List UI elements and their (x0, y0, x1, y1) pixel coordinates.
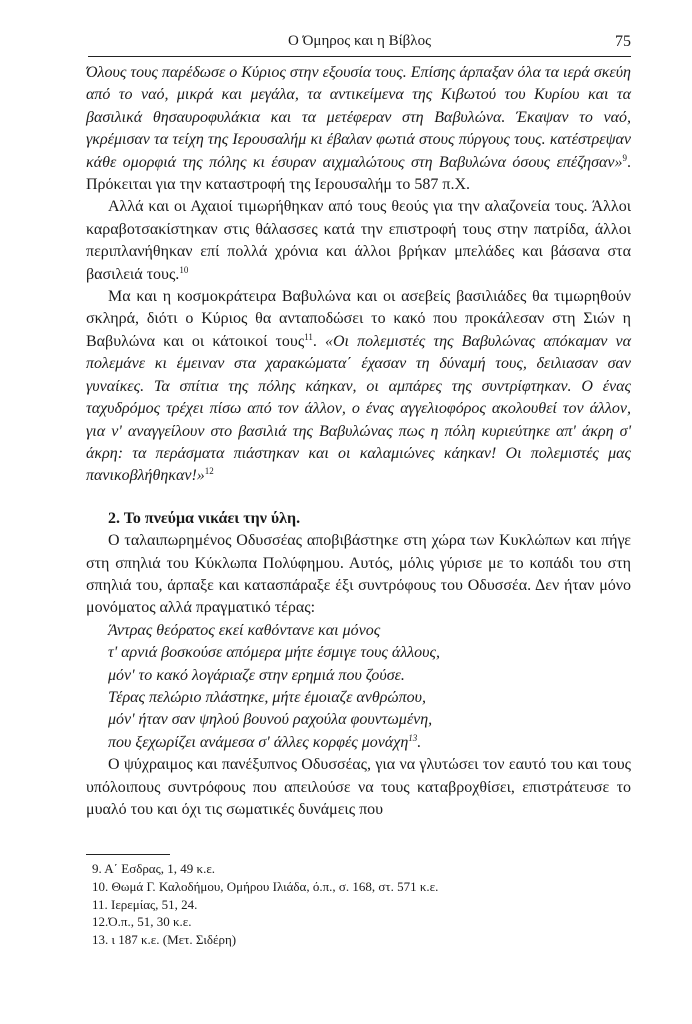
paragraph-5 (86, 754, 631, 821)
main-text (86, 62, 631, 821)
footnote: 11. Ιερεμίας, 51, 24. (92, 896, 198, 912)
paragraph-3 (86, 286, 631, 488)
paragraph-text: Ο ψύχραιμος και πανέξυπνος Οδυσσέας, για να γλυτώσει τον εαυτό του και τους υπόλοιπους συντρόφους που απειλούσε να τους καταβροχθίσει, επιστράτευσε το μυαλό του και όχι τις σωματικές δυνάμεις που (86, 756, 631, 818)
footnote: 10. Θωμά Γ. Καλοδήμου, Ομήρου Ιλιάδα, ό.π., σ. 168, στ. 571 κ.ε. (92, 878, 439, 894)
verse-line: μόν' ήταν σαν ψηλού βουνού ραχούλα φουντωμένη, (108, 711, 433, 729)
paragraph-1 (86, 62, 631, 196)
paragraph-4 (86, 530, 631, 620)
verse-block (108, 620, 631, 754)
verse-line: τ' αρνιά βοσκούσε απόμερα μήτε έσμιγε τους άλλους, (108, 644, 441, 662)
running-header (88, 33, 631, 55)
footnote-ref: 13 (408, 732, 418, 743)
footnote: 9. Α΄ Εσδρας, 1, 49 κ.ε. (92, 861, 216, 876)
footnotes (92, 860, 632, 949)
paragraph-text: Μα και η κοσμοκράτειρα Βαβυλώνα και οι ασεβείς βασιλιάδες θα τιμωρηθούν σκληρά, διότι ο Κύριος θα ανταποδώσει το κακό που προκάλεσαν στη Σιών η Βαβυλώνα και οι κάτοικοί τους (86, 288, 631, 350)
footnote-ref: 11 (304, 331, 313, 342)
footnote-ref: 10 (179, 264, 189, 275)
verse-text: που ξεχωρίζει ανάμεσα σ' άλλες κορφές μονάχη (108, 733, 409, 751)
verse-line: Τέρας πελώριο πλάστηκε, μήτε έμοιαζε ανθρώπου, (108, 688, 426, 706)
paragraph-2 (86, 196, 631, 286)
quotation: «Οι πολεμιστές της Βαβυλώνας απόκαμαν να πολεμάνε κι έμειναν στα χαρακώματα΄ έχασαν τη δύναμή τους, δειλιασαν σαν γυναίκες. Τα σπίτια της πόλης κάηκαν, οι αμπάρες της συντρίφτηκαν. Ο ένας ταχυδρόμος τρέχει πίσω από τον άλλον, ο ένας αγγελιοφόρος ακολουθεί τον άλλον, για ν' αναγγείλουν στο βασιλιά της Βαβυλώνας πως η πόλη κυριεύτηκε απ' άκρη σ' άκρη: τα περάσματα πιάστηκαν και οι καλαμιώνες κάηκαν! Οι πολεμιστές μας πανικοβλήθηκαν!» (86, 332, 631, 485)
paragraph-text: Ο ταλαιπωρημένος Οδυσσέας αποβιβάστηκε στη χώρα των Κυκλώπων και πήγε στη σπηλιά του Κύκλωπα Πολύφημου. Αυτός, μόλις γύρισε με το κοπάδι του στη σπηλιά του, άρπαξε και κατασπάραξε έξι συντρόφους του Οδυσσέα. Δεν ήταν μόνο μονόματος αλλά πραγματικό τέρας: (86, 532, 631, 617)
footnote-ref: 9 (622, 152, 627, 163)
header-rule (88, 56, 631, 57)
footnote-rule (86, 854, 170, 855)
quotation: Όλους τους παρέδωσε ο Κύριος στην εξουσία τους. Επίσης άρπαξαν όλα τα ιερά σκεύη από το ναό, μικρά και μεγάλα, τα αντικείμενα της Κιβωτού του Κυρίου και τα βασιλικά θησαυροφυλάκια και τα μετέφεραν στη Βαβυλώνα. Έκαψαν το ναό, γκρέμισαν τα τείχη της Ιερουσαλήμ κι έβαλαν φωτιά στους πύργους τους. κατέστρεψαν κάθε ομορφιά της πόλης κι έσυραν αιχμαλώτους στη Βαβυλώνα όσους επέζησαν» (86, 64, 631, 171)
paragraph-text: . Πρόκειται για την καταστροφή της Ιερουσαλήμ το 587 π.Χ. (86, 153, 631, 194)
section-heading: 2. Το πνεύμα νικάει την ύλη. (108, 509, 301, 527)
footnote: 12.Ό.π., 51, 30 κ.ε. (92, 914, 192, 930)
verse-line-last: που ξεχωρίζει ανάμεσα σ' άλλες κορφές μονάχη$^{13}$. (108, 732, 422, 751)
paragraph-text: Αλλά και οι Αχαιοί τιμωρήθηκαν από τους θεούς για την αλαζονεία τους. Άλλοι καραβοτσακίστηκαν στις θάλασσες κατά την επιστροφή τους στην πατρίδα, άλλοι περιπλανήθηκαν επί πολλά χρόνια και άλλοι βρήκαν μπελάδες και βάσανα στα βασιλειά τους. (86, 198, 631, 283)
verse-line: μόν' το κακό λογάριαζε στην ερημιά που ζούσε. (108, 666, 405, 684)
verse-line: Άντρας θεόρατος εκεί καθόντανε και μόνος (108, 621, 381, 639)
footnote: 13. ι 187 κ.ε. (Μετ. Σιδέρη) (92, 932, 237, 948)
running-title: Ο Όμηρος και η Βίβλος (287, 33, 432, 49)
footnote-ref: 12 (204, 466, 214, 477)
page-number: 75 (615, 33, 631, 50)
paragraph-separator: . (312, 332, 325, 350)
